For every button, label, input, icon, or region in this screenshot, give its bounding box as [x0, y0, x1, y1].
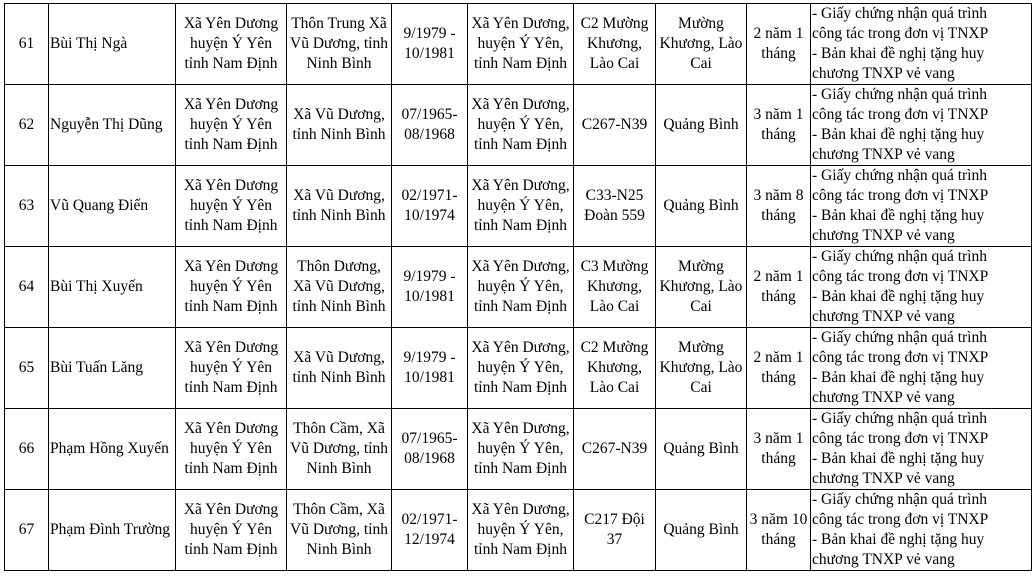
document-line: công tác trong đơn vị TNXP — [812, 349, 989, 366]
location-cell: Quảng Bình — [656, 166, 747, 247]
residence-cell: Thôn Trung Xã Vũ Dương, tỉnh Ninh Bình — [287, 4, 392, 85]
table-row — [5, 247, 1032, 328]
join-place-cell: Xã Yên Dương, huyện Ý Yên, tỉnh Nam Định — [468, 247, 574, 328]
document-line: công tác trong đơn vị TNXP — [812, 106, 989, 123]
row-number-cell: 62 — [5, 85, 49, 166]
unit-cell: C3 Mường Khương, Lào Cai — [574, 247, 656, 328]
join-place-cell: Xã Yên Dương, huyện Ý Yên, tỉnh Nam Định — [468, 409, 574, 490]
document-line: chương TNXP vẻ vang — [812, 227, 955, 244]
document-line: công tác trong đơn vị TNXP — [812, 268, 989, 285]
table-row — [5, 85, 1032, 166]
hometown-cell: Xã Yên Dương huyện Ý Yên tỉnh Nam Định — [176, 409, 287, 490]
table-row — [5, 4, 1032, 85]
document-line: chương TNXP vẻ vang — [812, 470, 955, 487]
service-period-cell: 9/1979 - 10/1981 — [392, 4, 468, 85]
document-line: - Bản khai đề nghị tặng huy — [812, 126, 985, 143]
unit-cell: C2 Mường Khương, Lào Cai — [574, 4, 656, 85]
location-cell: Mường Khương, Lào Cai — [656, 247, 747, 328]
document-line: chương TNXP vẻ vang — [812, 65, 955, 82]
residence-cell: Thôn Cầm, Xã Vũ Dương, tỉnh Ninh Bình — [287, 409, 392, 490]
duration-cell: 2 năm 1 tháng — [747, 328, 811, 409]
document-line: - Giấy chứng nhận quá trình — [812, 491, 987, 508]
service-period-cell: 9/1979 - 10/1981 — [392, 328, 468, 409]
join-place-cell: Xã Yên Dương, huyện Ý Yên, tỉnh Nam Định — [468, 166, 574, 247]
location-cell: Quảng Bình — [656, 85, 747, 166]
document-line: chương TNXP vẻ vang — [812, 146, 955, 163]
documents-cell — [811, 85, 1032, 166]
unit-cell: C267-N39 — [574, 409, 656, 490]
hometown-cell: Xã Yên Dương huyện Ý Yên tỉnh Nam Định — [176, 4, 287, 85]
document-line: - Bản khai đề nghị tặng huy — [812, 369, 985, 386]
unit-cell: C267-N39 — [574, 85, 656, 166]
documents-cell — [811, 409, 1032, 490]
document-line: - Bản khai đề nghị tặng huy — [812, 288, 985, 305]
document-line: công tác trong đơn vị TNXP — [812, 430, 989, 447]
document-line: - Giấy chứng nhận quá trình — [812, 329, 987, 346]
table-row — [5, 490, 1032, 571]
document-line: chương TNXP vẻ vang — [812, 551, 955, 568]
document-line: chương TNXP vẻ vang — [812, 389, 955, 406]
unit-cell: C2 Mường Khương, Lào Cai — [574, 328, 656, 409]
location-cell: Mường Khương, Lào Cai — [656, 4, 747, 85]
document-line: - Bản khai đề nghị tặng huy — [812, 450, 985, 467]
name-cell: Nguyễn Thị Dũng — [49, 85, 176, 166]
row-number-cell: 66 — [5, 409, 49, 490]
join-place-cell: Xã Yên Dương, huyện Ý Yên, tỉnh Nam Định — [468, 328, 574, 409]
document-line: công tác trong đơn vị TNXP — [812, 187, 989, 204]
table-row — [5, 328, 1032, 409]
row-number-cell: 64 — [5, 247, 49, 328]
duration-cell: 3 năm 1 tháng — [747, 409, 811, 490]
document-line: - Giấy chứng nhận quá trình — [812, 86, 987, 103]
document-line: - Giấy chứng nhận quá trình — [812, 248, 987, 265]
join-place-cell: Xã Yên Dương, huyện Ý Yên, tỉnh Nam Định — [468, 85, 574, 166]
documents-cell — [811, 4, 1032, 85]
name-cell: Bùi Thị Xuyến — [49, 247, 176, 328]
name-cell: Vũ Quang Điển — [49, 166, 176, 247]
residence-cell: Xã Vũ Dương, tỉnh Ninh Bình — [287, 166, 392, 247]
duration-cell: 2 năm 1 tháng — [747, 247, 811, 328]
document-line: - Bản khai đề nghị tặng huy — [812, 45, 985, 62]
table-row — [5, 166, 1032, 247]
document-line: - Giấy chứng nhận quá trình — [812, 410, 987, 427]
hometown-cell: Xã Yên Dương huyện Ý Yên tỉnh Nam Định — [176, 166, 287, 247]
duration-cell: 3 năm 8 tháng — [747, 166, 811, 247]
hometown-cell: Xã Yên Dương huyện Ý Yên tỉnh Nam Định — [176, 490, 287, 571]
hometown-cell: Xã Yên Dương huyện Ý Yên tỉnh Nam Định — [176, 247, 287, 328]
residence-cell: Xã Vũ Dương, tỉnh Ninh Bình — [287, 328, 392, 409]
documents-cell — [811, 166, 1032, 247]
location-cell: Mường Khương, Lào Cai — [656, 328, 747, 409]
row-number-cell: 61 — [5, 4, 49, 85]
row-number-cell: 67 — [5, 490, 49, 571]
document-line: công tác trong đơn vị TNXP — [812, 25, 989, 42]
name-cell: Phạm Hồng Xuyến — [49, 409, 176, 490]
location-cell: Quảng Bình — [656, 409, 747, 490]
records-table — [4, 3, 1032, 571]
hometown-cell: Xã Yên Dương huyện Ý Yên tỉnh Nam Định — [176, 85, 287, 166]
documents-cell — [811, 490, 1032, 571]
service-period-cell: 07/1965- 08/1968 — [392, 409, 468, 490]
document-line: - Giấy chứng nhận quá trình — [812, 167, 987, 184]
duration-cell: 2 năm 1 tháng — [747, 4, 811, 85]
service-period-cell: 07/1965- 08/1968 — [392, 85, 468, 166]
documents-cell — [811, 328, 1032, 409]
service-period-cell: 9/1979 - 10/1981 — [392, 247, 468, 328]
join-place-cell: Xã Yên Dương, huyện Ý Yên, tỉnh Nam Định — [468, 490, 574, 571]
service-period-cell: 02/1971- 12/1974 — [392, 490, 468, 571]
row-number-cell: 65 — [5, 328, 49, 409]
document-line: công tác trong đơn vị TNXP — [812, 511, 989, 528]
hometown-cell: Xã Yên Dương huyện Ý Yên tỉnh Nam Định — [176, 328, 287, 409]
name-cell: Bùi Tuấn Lăng — [49, 328, 176, 409]
document-line: chương TNXP vẻ vang — [812, 308, 955, 325]
table-row — [5, 409, 1032, 490]
unit-cell: C33-N25 Đoàn 559 — [574, 166, 656, 247]
document-line: - Bản khai đề nghị tặng huy — [812, 531, 985, 548]
name-cell: Phạm Đình Trường — [49, 490, 176, 571]
duration-cell: 3 năm 1 tháng — [747, 85, 811, 166]
duration-cell: 3 năm 10 tháng — [747, 490, 811, 571]
table-body — [5, 4, 1032, 571]
join-place-cell: Xã Yên Dương, huyện Ý Yên, tỉnh Nam Định — [468, 4, 574, 85]
document-line: - Bản khai đề nghị tặng huy — [812, 207, 985, 224]
name-cell: Bùi Thị Ngà — [49, 4, 176, 85]
residence-cell: Thôn Dương, Xã Vũ Dương, tỉnh Ninh Bình — [287, 247, 392, 328]
documents-cell — [811, 247, 1032, 328]
row-number-cell: 63 — [5, 166, 49, 247]
location-cell: Quảng Bình — [656, 490, 747, 571]
document-line: - Giấy chứng nhận quá trình — [812, 5, 987, 22]
residence-cell: Thôn Cầm, Xã Vũ Dương, tỉnh Ninh Bình — [287, 490, 392, 571]
service-period-cell: 02/1971- 10/1974 — [392, 166, 468, 247]
residence-cell: Xã Vũ Dương, tỉnh Ninh Bình — [287, 85, 392, 166]
unit-cell: C217 Đội 37 — [574, 490, 656, 571]
